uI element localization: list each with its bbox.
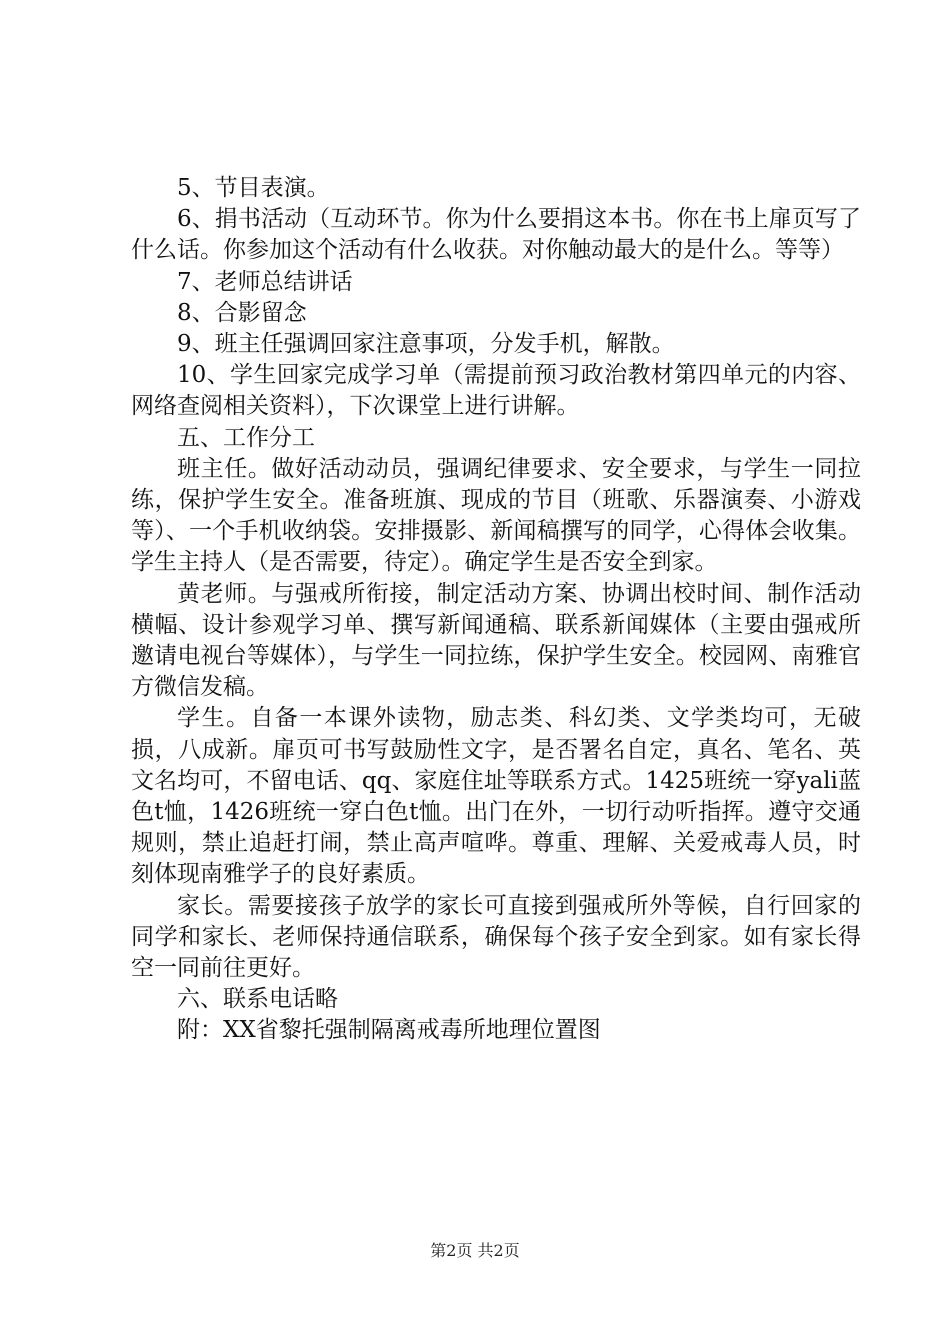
paragraph-item-9-dismissal: 9、班主任强调回家注意事项，分发手机，解散。 <box>177 331 675 358</box>
paragraph-teacher-huang: 黄老师。与强戒所衔接，制定活动方案、协调出校时间、制作活动横幅、设计参观学习单、撰写新闻通稿、联系新闻媒体（主要由强戒所邀请电视台等媒体），与学生一同拉练，保护学生安全。校园网、南雅官方微信发稿。 <box>131 580 861 701</box>
paragraph-attachment: 附：XX省黎托强制隔离戒毒所地理位置图 <box>177 1017 601 1044</box>
paragraph-head-teacher: 班主任。做好活动动员，强调纪律要求、安全要求，与学生一同拉练，保护学生安全。准备班旗、现成的节目（班歌、乐器演奏、小游戏等）、一个手机收纳袋。安排摄影、新闻稿撰写的同学，心得体会收集。学生主持人（是否需要，待定）。确定学生是否安全到家。 <box>131 455 861 576</box>
section-heading-contact: 六、联系电话略 <box>177 986 338 1013</box>
paragraph-item-8-group-photo: 8、合影留念 <box>177 299 307 326</box>
paragraph-item-6-book-donation: 6、捐书活动（互动环节。你为什么要捐这本书。你在书上扉页写了什么话。你参加这个活动有什么收获。对你触动最大的是什么。等等） <box>131 206 861 264</box>
paragraph-students: 学生。自备一本课外读物，励志类、科幻类、文学类均可，无破损，八成新。扉页可书写鼓励性文字，是否署名自定，真名、笔名、英文名均可，不留电话、qq、家庭住址等联系方式。1425班统一穿yali蓝色t恤，1426班统一穿白色t恤。出门在外，一切行动听指挥。遵守交通规则，禁止追赶打闹，禁止高声喧哗。尊重、理解、关爱戒毒人员，时刻体现南雅学子的良好素质。 <box>131 705 861 888</box>
paragraph-item-7-teacher-speech: 7、老师总结讲话 <box>177 268 353 295</box>
paragraph-parents: 家长。需要接孩子放学的家长可直接到强戒所外等候，自行回家的同学和家长、老师保持通信联系，确保每个孩子安全到家。如有家长得空一同前往更好。 <box>131 892 861 982</box>
section-heading-division-of-work: 五、工作分工 <box>177 424 315 451</box>
paragraph-item-5-performance: 5、节目表演。 <box>177 175 330 201</box>
page-number-footer: 第2页 共2页 <box>430 1241 520 1260</box>
document-body <box>131 173 861 1047</box>
paragraph-item-10-study-sheet: 10、学生回家完成学习单（需提前预习政治教材第四单元的内容、网络查阅相关资料），下次课堂上进行讲解。 <box>131 362 861 420</box>
